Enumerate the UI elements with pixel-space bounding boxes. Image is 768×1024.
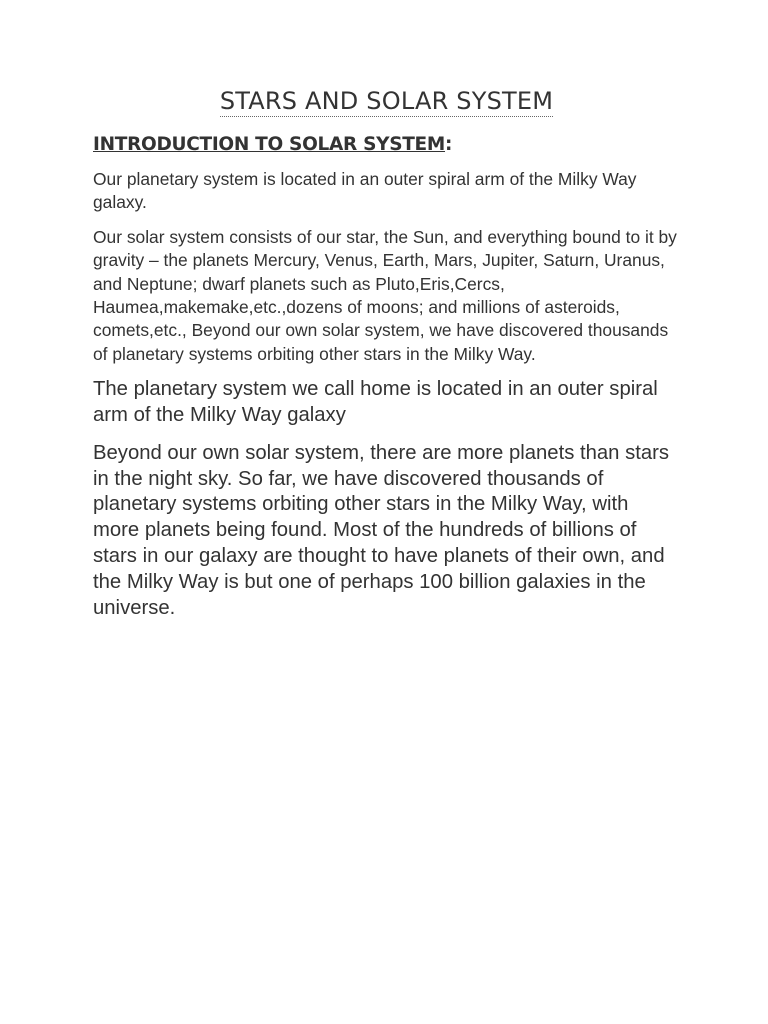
section-heading-colon: : bbox=[445, 134, 453, 155]
section-heading-text: INTRODUCTION TO SOLAR SYSTEM bbox=[93, 134, 446, 155]
paragraph-planetary-home: The planetary system we call home is located in an outer spiral arm of the Milky Way galaxy bbox=[93, 378, 658, 427]
document-title-text: STARS AND SOLAR SYSTEM bbox=[219, 87, 554, 115]
paragraph-solar-system-contents: Our solar system consists of our star, the Sun, and everything bound to it by gravity – the planets Mercury, Venus, Earth, Mars, Jupiter, Saturn, Uranus, and Neptune; dwarf planets such as Pluto,Eris,Cercs, Haumea,makemake,etc.,dozens of moons; and millions of asteroids, comets,etc., Beyond our own solar system, we have discovered thousands of planetary systems orbiting other stars in the Milky Way. bbox=[93, 226, 677, 364]
paragraph-beyond-solar-system: Beyond our own solar system, there are more planets than stars in the night sky. So far, we have discovered thousands of planetary systems orbiting other stars in the Milky Way, with more planets being found. Most of the hundreds of billions of stars in our galaxy are thought to have planets of their own, and the Milky Way is but one of perhaps 100 billion galaxies in the universe. bbox=[93, 441, 670, 619]
document-title bbox=[93, 84, 680, 118]
section-heading bbox=[93, 132, 680, 158]
paragraph-intro: Our planetary system is located in an outer spiral arm of the Milky Way galaxy. bbox=[93, 169, 637, 213]
